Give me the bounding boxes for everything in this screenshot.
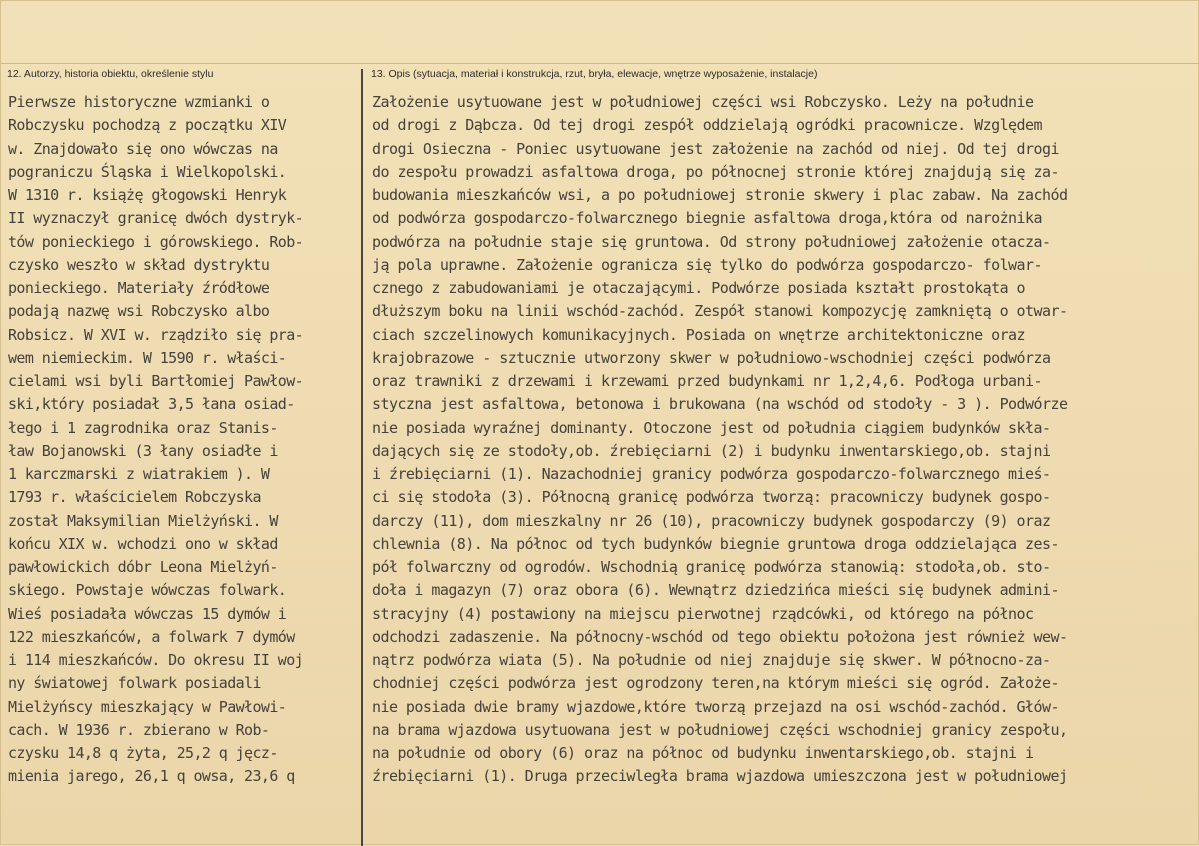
text-line: czysko weszło w skład dystryktu — [8, 255, 270, 274]
text-line: 122 mieszkańców, a folwark 7 dymów — [8, 627, 295, 646]
text-line: pograniczu Śląska i Wielkopolski. — [8, 162, 287, 181]
text-line: nątrz podwórza wiata (5). Na południe od niej znajduje się skwer. W północno-za- — [372, 651, 1051, 669]
text-line: oraz trawniki z drzewami i krzewami przed budynkami nr 1,2,4,6. Podłoga urbani- — [372, 372, 1042, 390]
text-line: pół folwarczny od ogrodów. Wschodnią granicę podwórza stanowią: stodoła,ob. sto- — [372, 558, 1051, 576]
text-line: podają nazwę wsi Robczysko albo — [8, 302, 270, 321]
text-line: końcu XIX w. wchodzi ono w skład — [8, 534, 278, 553]
text-line: łego i 1 zagrodnika oraz Stanis- — [8, 418, 278, 437]
text-line: pawłowickich dóbr Leona Mielżyń- — [8, 558, 278, 576]
text-line: darczy (11), dom mieszkalny nr 26 (10), pracowniczy budynek gospodarczy (9) oraz — [372, 511, 1051, 530]
text-line: tów ponieckiego i górowskiego. Rob- — [8, 232, 304, 251]
text-line: Wieś posiadała wówczas 15 dymów i — [8, 604, 287, 623]
text-line: czysku 14,8 q żyta, 25,2 q jęcz- — [8, 744, 278, 762]
text-line: stracyjny (4) postawiony na miejscu pierwotnej rządcówki, od którego na północ — [372, 604, 1034, 623]
text-line: ponieckiego. Materiały źródłowe — [8, 279, 270, 297]
text-line: na brama wjazdowa usytuowana jest w południowej części wschodniej granicy zespołu, — [372, 720, 1068, 739]
text-line: nie posiada wyraźnej dominanty. Otoczone jest od południa ciągiem budynków skła- — [372, 418, 1051, 437]
text-line: doła i magazyn (7) oraz obora (6). Wewnątrz dziedzińca mieści się budynek admini- — [372, 581, 1059, 600]
description-text — [372, 91, 1192, 789]
text-line: 1793 r. właścicielem Robczyska — [8, 488, 261, 507]
text-line: styczna jest asfaltowa, betonowa i brukowana (na wschód od stodoły - 3 ). Podwórze — [372, 395, 1068, 414]
text-line: wem niemieckim. W 1590 r. właści- — [8, 348, 287, 367]
text-line: II wyznaczył granicę dwóch dystryk- — [8, 209, 304, 228]
text-line: został Maksymilian Mielżyński. W — [8, 511, 278, 530]
text-line: drogi Osieczna - Poniec usytuowane jest założenie na zachód od niej. Od tej drogi — [372, 139, 1059, 158]
text-line: ław Bojanowski (3 łany osiadłe i — [8, 441, 278, 460]
section-13-heading: 13. Opis (sytuacja, materiał i konstrukcja, rzut, bryła, elewacje, wnętrze wyposażenie, instalacje) — [371, 68, 818, 80]
history-text — [8, 91, 363, 789]
text-line: i 114 mieszkańców. Do okresu II woj — [8, 651, 304, 669]
text-line: W 1310 r. książę głogowski Henryk — [8, 186, 287, 204]
text-line: chodniej części podwórza jest ogrodzony teren,na którym mieści się ogród. Założe- — [372, 674, 1059, 693]
text-line: Mielżyńscy mieszkający w Pawłowi- — [8, 697, 287, 716]
text-line: cznego z zabudowaniami je otaczającymi. Podwórze posiada kształt prostokąta o — [372, 279, 1026, 297]
text-line: mienia jarego, 26,1 q owsa, 23,6 q — [8, 767, 295, 786]
text-line: do zespołu prowadzi asfaltowa droga, po północnej stronie której znajdują się za- — [372, 162, 1059, 181]
section-12-heading: 12. Autorzy, historia obiektu, określenie stylu — [7, 68, 214, 80]
text-line: Pierwsze historyczne wzmianki o — [8, 93, 270, 111]
text-line: Robsicz. W XVI w. rządziło się pra- — [8, 325, 304, 344]
text-line: 1 karczmarski z wiatrakiem ). W — [8, 465, 270, 483]
text-line: ny światowej folwark posiadali — [8, 674, 261, 693]
text-line: odchodzi zadaszenie. Na północny-wschód od tego obiektu położona jest również wew- — [372, 627, 1068, 646]
text-line: skiego. Powstaje wówczas folwark. — [8, 581, 287, 600]
text-line: od podwórza gospodarczo-folwarcznego biegnie asfaltowa droga,która od narożnika — [372, 209, 1042, 228]
text-line: nie posiada dwie bramy wjazdowe,które tworzą przejazd na osi wschód-zachód. Głów- — [372, 697, 1059, 716]
text-line: Robczysku pochodzą z początku XIV — [8, 116, 287, 135]
text-line: podwórza na południe staje się gruntowa. Od strony południowej założenie otacza- — [372, 232, 1051, 251]
text-line: w. Znajdowało się ono wówczas na — [8, 139, 278, 158]
text-line: Założenie usytuowane jest w południowej części wsi Robczysko. Leży na południe — [372, 93, 1034, 111]
text-line: ciach szczelinowych komunikacyjnych. Posiada on wnętrze architektoniczne oraz — [372, 325, 1026, 344]
text-line: od drogi z Dąbcza. Od tej drogi zespół oddzielają ogródki pracownicze. Względem — [372, 116, 1042, 135]
text-line: chlewnia (8). Na północ od tych budynków biegnie gruntowa droga oddzielająca zes- — [372, 534, 1059, 553]
text-line: ski,który posiadał 3,5 łana osiad- — [8, 395, 295, 414]
text-line: cielami wsi byli Bartłomiej Pawłow- — [8, 372, 304, 390]
text-line: dłuższym boku na linii wschód-zachód. Zespół stanowi kompozycję zamkniętą o otwar- — [372, 302, 1068, 321]
text-line: na południe od obory (6) oraz na północ od budynku inwentarskiego,ob. stajni i — [372, 744, 1034, 762]
text-line: i źrebięciarni (1). Nazachodniej granicy podwórza gospodarczo-folwarcznego mieś- — [372, 465, 1051, 483]
text-line: ci się stodoła (3). Północną granicę podwórza tworzą: pracowniczy budynek gospo- — [372, 488, 1051, 507]
text-line: krajobrazowe - sztucznie utworzony skwer w południowo-wschodniej części podwórza — [372, 348, 1051, 367]
top-divider — [1, 63, 1199, 64]
text-line: budowania mieszkańców wsi, a po południowej stronie skwery i plac zabaw. Na zachód — [372, 186, 1068, 204]
text-line: dających się ze stodoły,ob. źrebięciarni (2) i budynku inwentarskiego,ob. stajni — [372, 441, 1051, 460]
text-line: cach. W 1936 r. zbierano w Rob- — [8, 720, 270, 739]
text-line: ją pola uprawne. Założenie ogranicza się tylko do podwórza gospodarczo- folwar- — [372, 255, 1042, 274]
text-line: źrebięciarni (1). Druga przeciwległa brama wjazdowa umieszczona jest w południowej — [372, 767, 1068, 786]
